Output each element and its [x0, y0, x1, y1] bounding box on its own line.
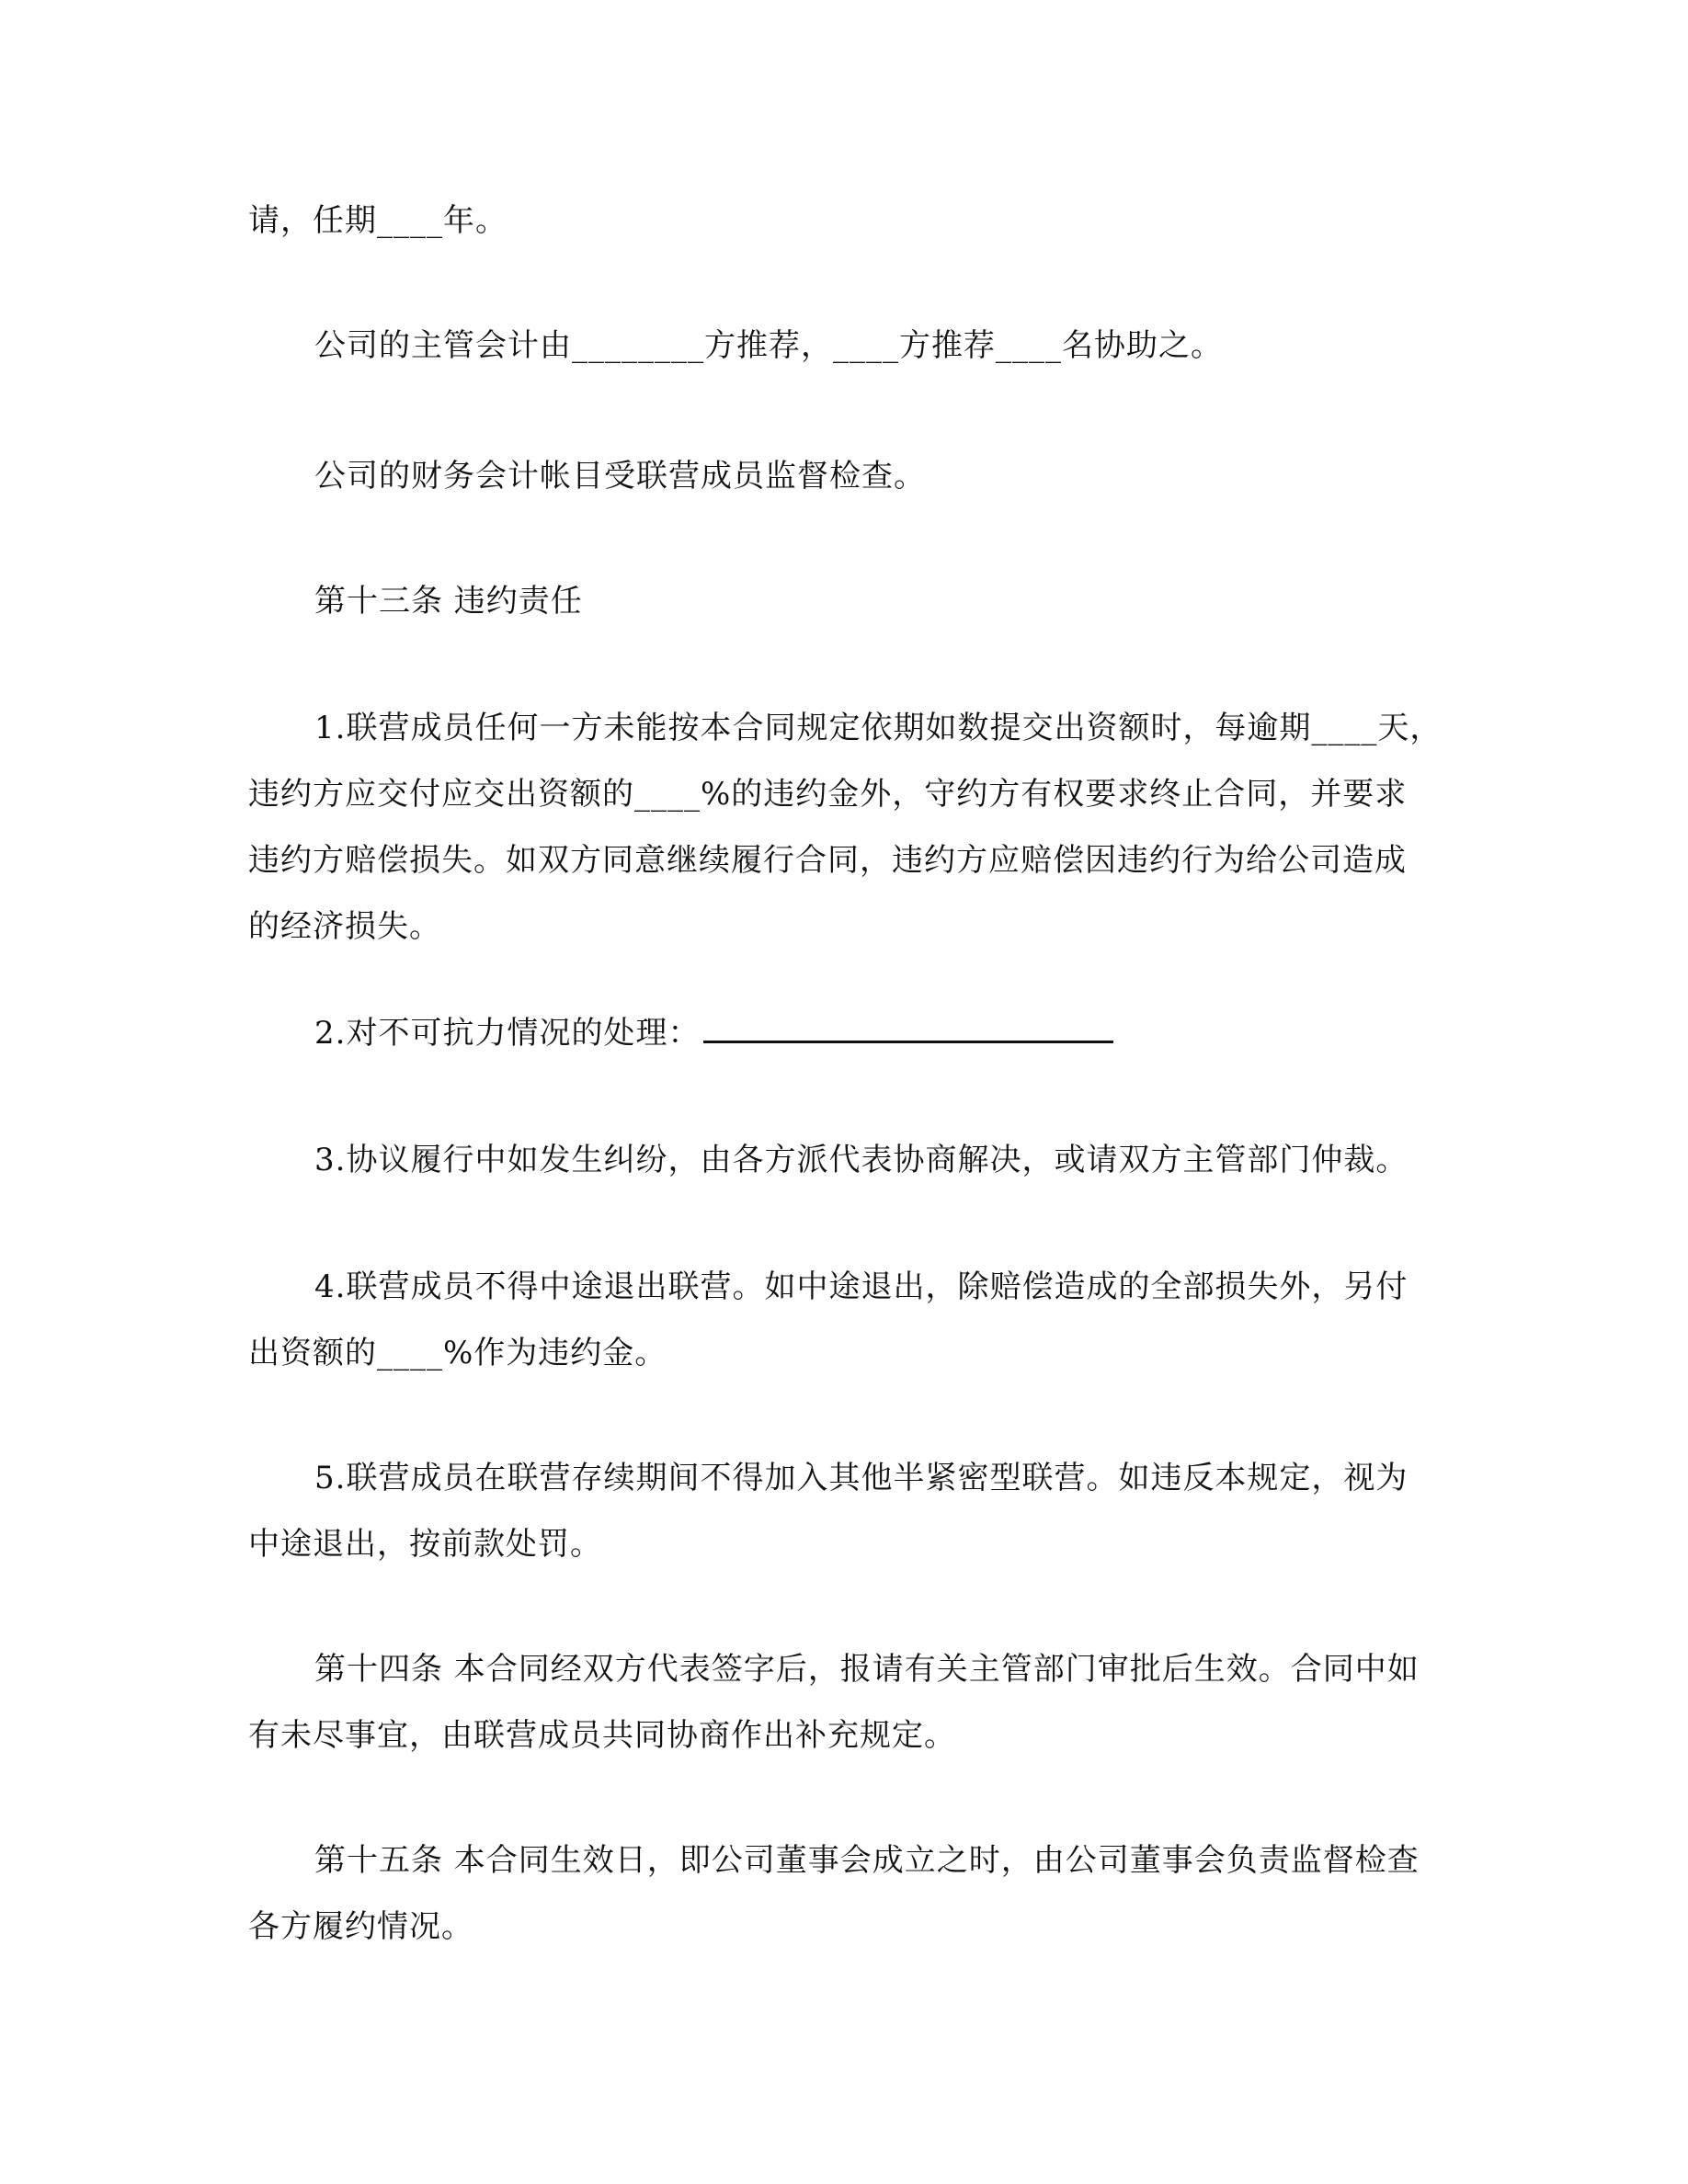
- force-majeure-label: 2.对不可抗力情况的处理：: [314, 1015, 701, 1052]
- paragraph-term: [248, 188, 1436, 254]
- paragraph-accounts-supervision: [248, 443, 1436, 509]
- text-line: 4.联营成员不得中途退出联营。如中途退出，除赔偿造成的全部损失外，另付: [314, 1268, 1409, 1305]
- paragraph-other-joint-venture: [248, 1445, 1436, 1577]
- article-15: [248, 1827, 1436, 1960]
- text-line: 请，任期____年。: [248, 202, 508, 239]
- text-line: 的经济损失。: [248, 908, 441, 945]
- text-line: 1.联营成员任何一方未能按本合同规定依期如数提交出资额时，每逾期____天，: [314, 710, 1443, 746]
- article-13-heading: [248, 568, 1436, 634]
- text-line: 5.联营成员在联营存续期间不得加入其他半紧密型联营。如违反本规定，视为: [314, 1460, 1409, 1496]
- text-line: 出资额的____%作为违约金。: [248, 1335, 667, 1371]
- paragraph-withdrawal: [248, 1254, 1436, 1386]
- paragraph-chief-accountant: [248, 313, 1436, 379]
- text-line: 公司的主管会计由________方推荐，____方推荐____名协助之。: [314, 327, 1223, 364]
- section-heading: 第十三条 违约责任: [314, 583, 583, 620]
- text-line: 公司的财务会计帐目受联营成员监督检查。: [314, 458, 926, 495]
- paragraph-force-majeure: [248, 1000, 1436, 1066]
- text-line: 第十四条 本合同经双方代表签字后，报请有关主管部门审批后生效。合同中如: [314, 1651, 1420, 1688]
- text-line: 第十五条 本合同生效日，即公司董事会成立之时，由公司董事会负责监督检查: [314, 1842, 1420, 1879]
- text-line: 中途退出，按前款处罚。: [248, 1526, 602, 1563]
- text-line: 各方履约情况。: [248, 1908, 473, 1945]
- paragraph-dispute: [248, 1127, 1436, 1193]
- text-line: 违约方赔偿损失。如双方同意继续履行合同，违约方应赔偿因违约行为给公司造成: [248, 842, 1407, 879]
- text-line: 违约方应交付应交出资额的____%的违约金外，守约方有权要求终止合同，并要求: [248, 776, 1408, 813]
- fill-in-blank-line: [703, 1007, 1113, 1043]
- text-line: 有未尽事宜，由联营成员共同协商作出补充规定。: [248, 1717, 956, 1754]
- text-line: [248, 1000, 1436, 1066]
- text-line: 3.协议履行中如发生纠纷，由各方派代表协商解决，或请双方主管部门仲裁。: [314, 1142, 1409, 1178]
- article-14: [248, 1636, 1436, 1769]
- paragraph-late-contribution: [248, 695, 1443, 960]
